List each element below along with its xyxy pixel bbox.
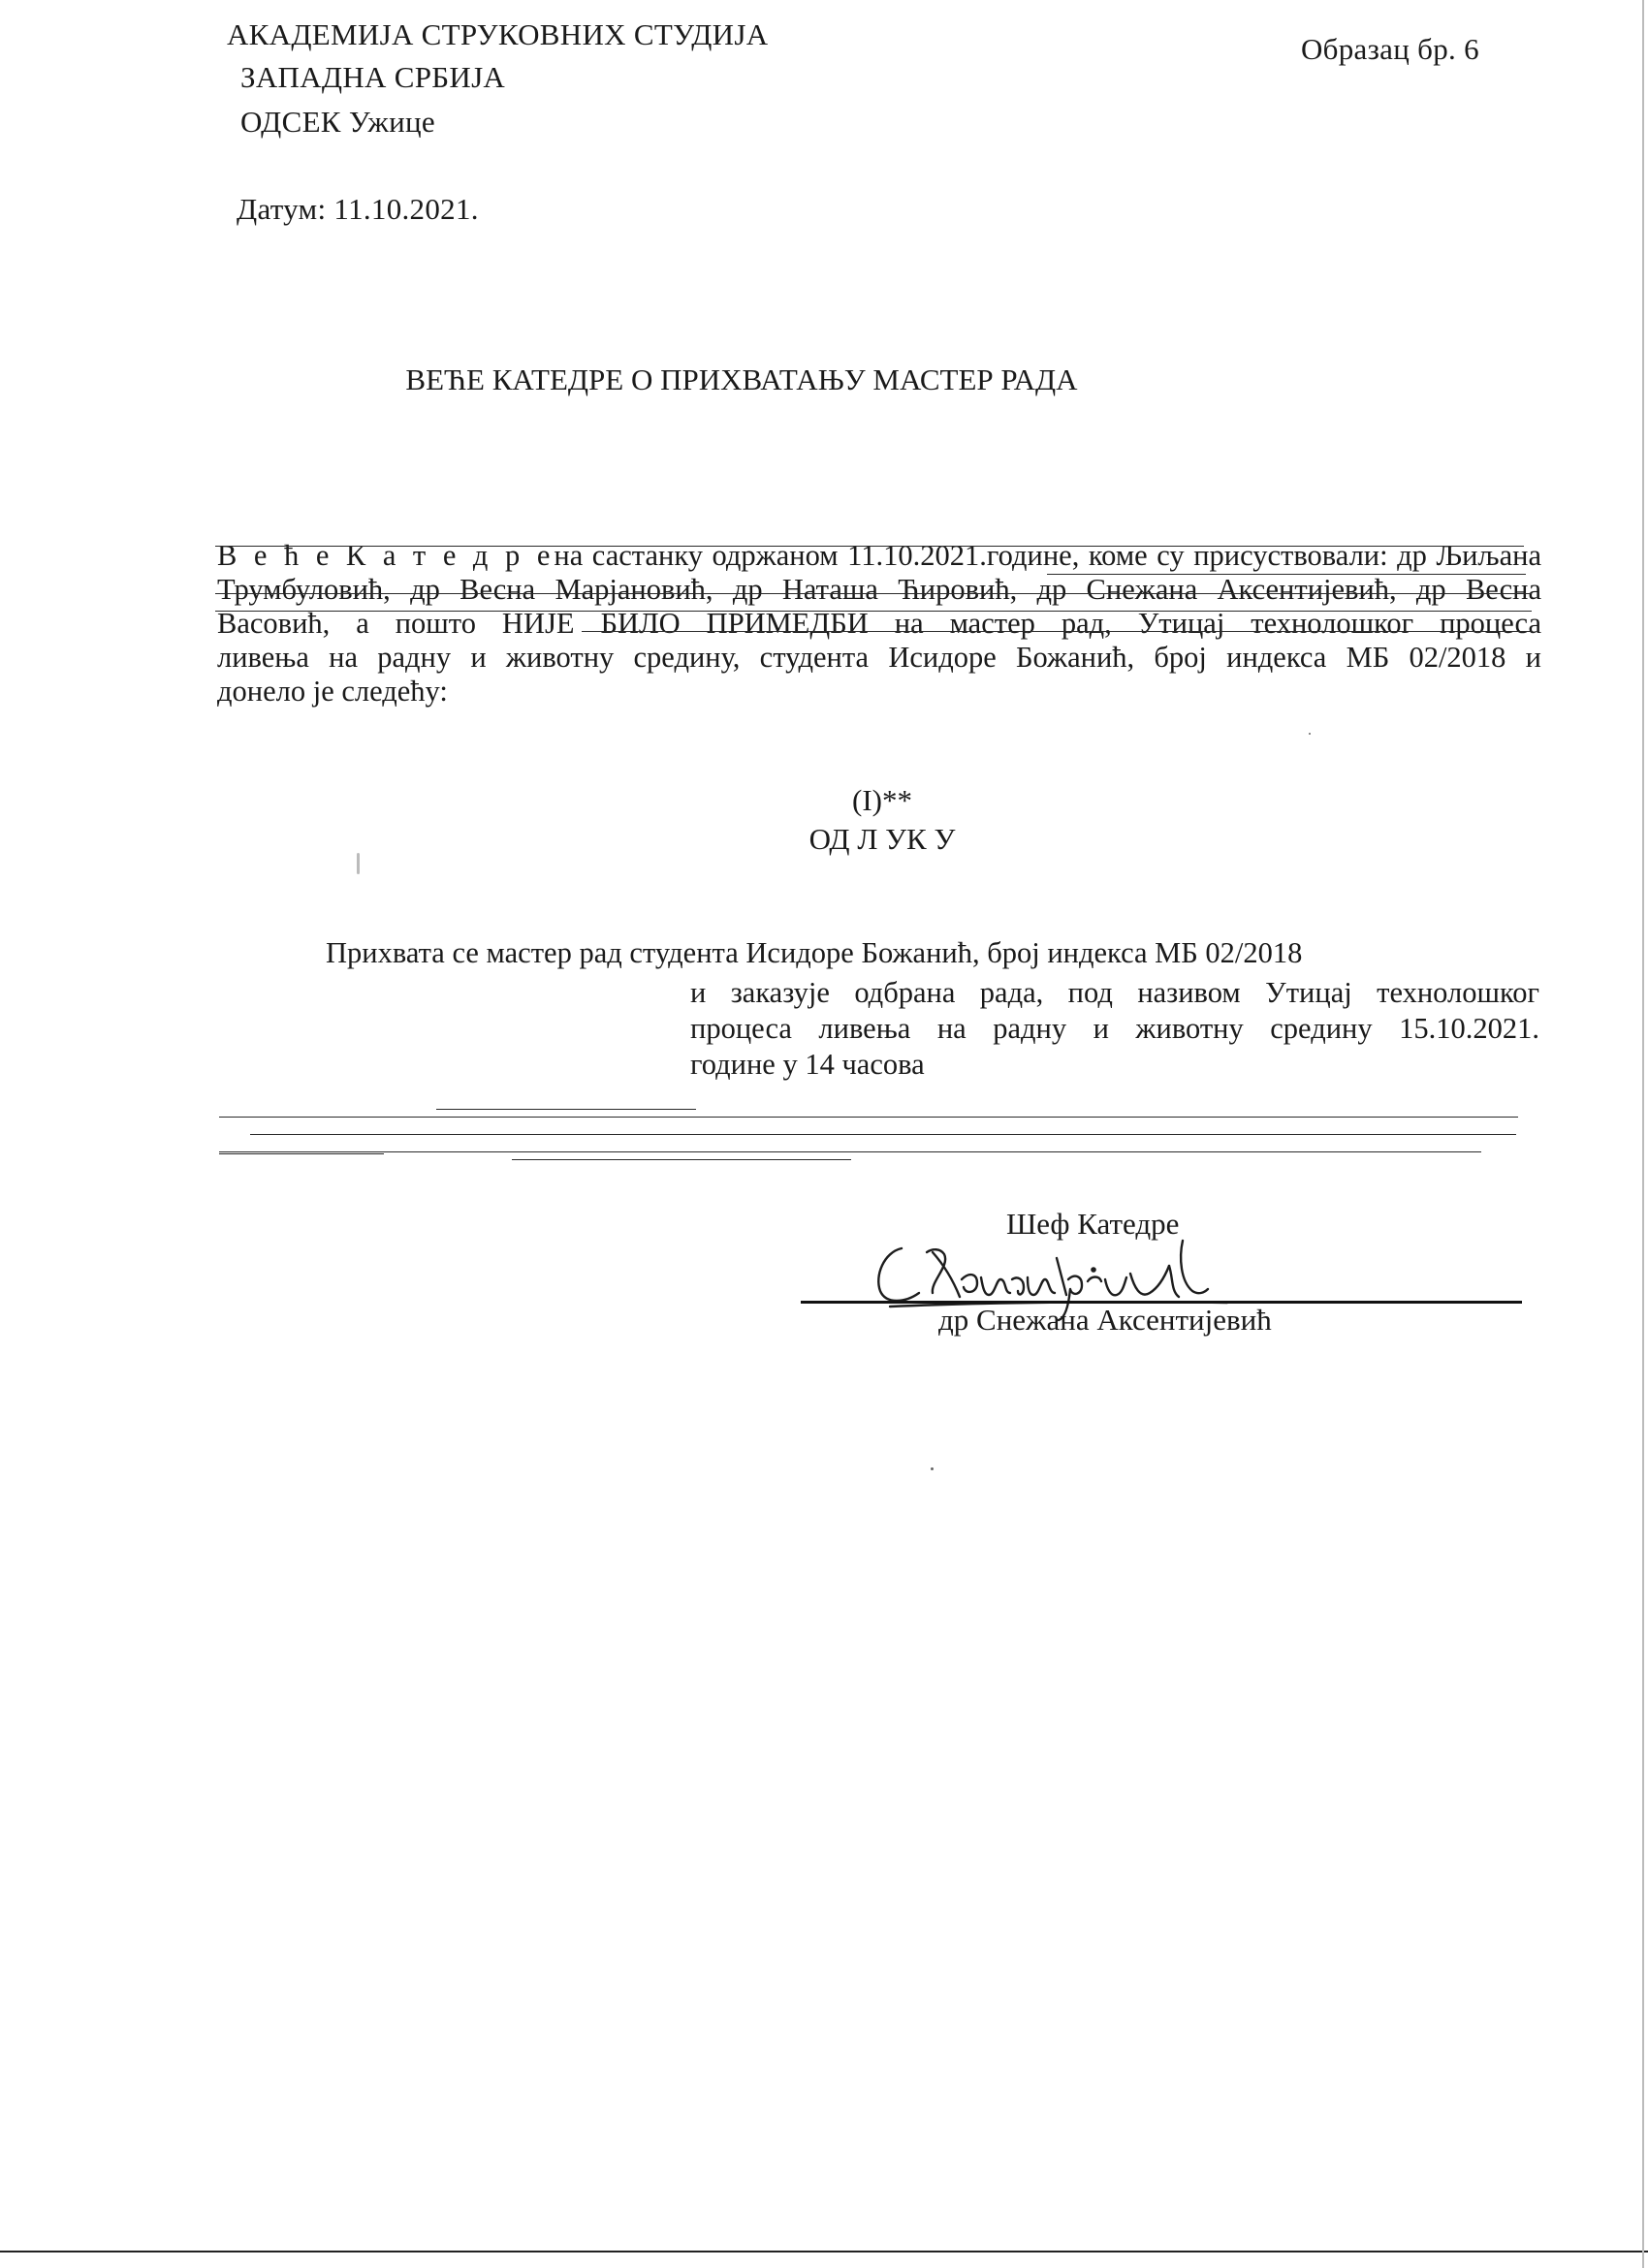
scan-speck	[1309, 733, 1311, 735]
blank-rule-3	[250, 1134, 1516, 1135]
scan-speck	[931, 1467, 934, 1470]
body-line-1-prefix: В е ћ е К а т е д р е	[217, 539, 555, 572]
body-line-4: ливења на радну и животну средину, студента Исидоре Божанић, број индекса МБ 02/2018 и	[217, 641, 1541, 674]
underline-line-3	[582, 631, 1532, 632]
body-paragraph	[217, 539, 1541, 709]
form-number: Образац бр. 6	[1301, 32, 1479, 66]
page-bottom-edge	[0, 2251, 1648, 2252]
blank-rule-1	[436, 1109, 696, 1110]
decision-line-3: процеса ливења на радну и животну средину 15.10.2021.	[690, 1012, 1539, 1045]
body-line-1	[217, 539, 1541, 573]
blank-rule-5	[219, 1153, 384, 1154]
underline-line-1	[1047, 574, 1526, 575]
page-right-edge	[1642, 0, 1644, 2268]
body-line-3: Васовић, а пошто НИЈЕ БИЛО ПРИМЕДБИ на мастер рад, Утицај технолошког процеса	[217, 607, 1541, 640]
blank-rule-2	[219, 1117, 1518, 1118]
signatory-name: др Снежана Аксентијевић	[938, 1303, 1272, 1337]
body-line-5: донело је следећу:	[217, 675, 448, 708]
document-title: ВЕЋЕ КАТЕДРЕ О ПРИХВАТАЊУ МАСТЕР РАДА	[405, 362, 1078, 396]
blank-rule-4	[219, 1151, 1481, 1152]
decision-text	[690, 975, 1539, 1083]
body-line-1-rest: на састанку одржаном 11.10.2021.године, коме су присуствовали: др Љиљана	[554, 539, 1541, 572]
strike-line-2	[215, 593, 1532, 594]
document-date: Датум: 11.10.2021.	[237, 192, 479, 226]
decision-marker: (I)**	[852, 783, 912, 817]
institution-name: АКАДЕМИЈА СТРУКОВНИХ СТУДИЈА	[227, 17, 769, 51]
strike-line-1	[215, 546, 1524, 547]
decision-line-4: године у 14 часова	[690, 1048, 925, 1081]
blank-rule-6	[512, 1159, 851, 1160]
decision-line-2: и заказује одбрана рада, под називом Утицај технолошког	[690, 976, 1539, 1009]
department-name: ОДСЕК Ужице	[240, 105, 435, 139]
scan-artifact	[357, 853, 360, 874]
decision-line-1: Прихвата се мастер рад студента Исидоре Божанић, број индекса МБ 02/2018	[326, 936, 1303, 969]
body-line-2: Трумбуловић, др Весна Марјановић, др Наташа Ћировић, др Снежана Аксентијевић, др Весна	[217, 573, 1541, 606]
institution-region: ЗАПАДНА СРБИЈА	[240, 60, 506, 94]
underline-line-2	[215, 611, 1532, 612]
decision-title: ОД Л УК У	[808, 822, 956, 856]
signature-role: Шеф Катедре	[1006, 1207, 1180, 1241]
